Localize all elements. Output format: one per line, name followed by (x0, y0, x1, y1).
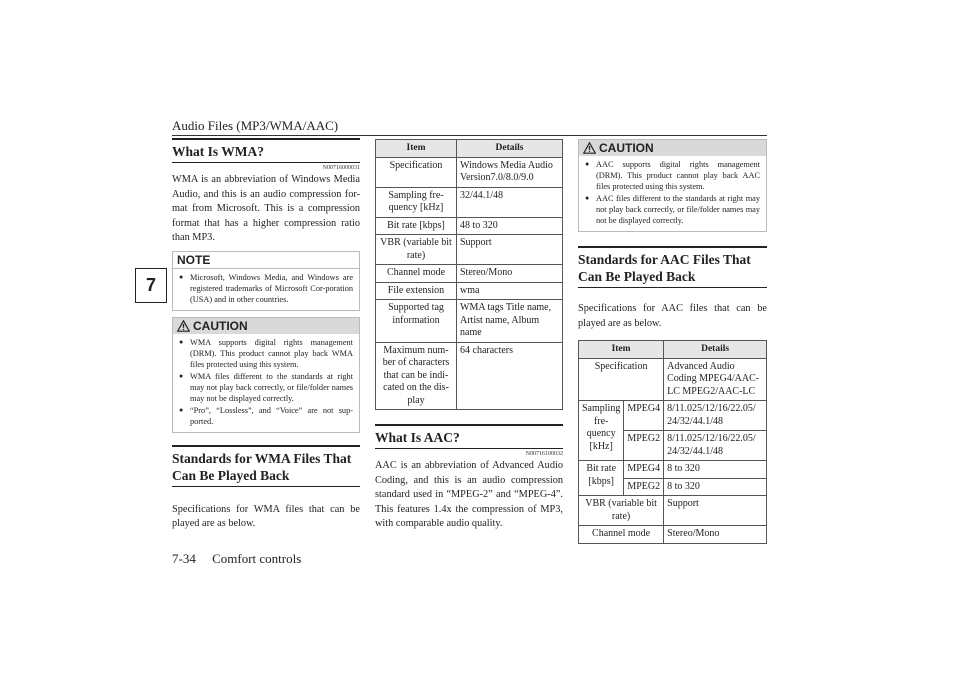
bullet-icon: ● (585, 160, 590, 168)
caution-label: CAUTION (599, 141, 654, 155)
header-rule (172, 135, 767, 136)
caution-header (579, 140, 766, 156)
table-row: Supported tag information WMA tags Title name, Artist name, Album name (376, 300, 563, 343)
caution-item: ● “Pro”, “Lossless”, and “Voice” are not sup-ported. (179, 405, 353, 426)
table-row: VBR (variable bit rate) Support (579, 496, 767, 526)
table-row: MPEG2 8/11.025/12/16/22.05/ 24/32/44.1/48 (579, 431, 767, 461)
column-2 (375, 139, 563, 532)
aac-heading: What Is AAC? (375, 424, 563, 449)
table-row: MPEG2 8 to 320 (579, 478, 767, 496)
aac-code: N00716100032 (525, 451, 563, 457)
caution-item: ● WMA files different to the standards at right may not play back correctly, or file/folder names may not be displayed correctly. (179, 371, 353, 403)
table-header: Details (664, 341, 767, 359)
aac-standards-text: Specifications for AAC files that can be played are as below. (578, 303, 767, 329)
column-1 (172, 138, 360, 532)
aac-standards-heading: Standards for AAC Files That Can Be Played Back (578, 246, 767, 288)
page-number: 7-34 (172, 551, 196, 566)
warning-triangle-icon (177, 320, 190, 332)
table-row: File extension wma (376, 282, 563, 300)
aac-intro: AAC is an abbreviation of Advanced Audio Coding, and this is an audio compression standard used in “MPEG-2” and “MPEG-4”. This features 1.4x the compression of MP3, with comparable audio quality. (375, 460, 563, 529)
table-row: Channel mode Stereo/Mono (376, 265, 563, 283)
wma-standards-heading: Standards for WMA Files That Can Be Played Back (172, 445, 360, 487)
caution-box (172, 317, 360, 433)
table-row: Sampling fre-quency [kHz] MPEG4 8/11.025/12/16/22.05/ 24/32/44.1/48 (579, 401, 767, 431)
aac-spec-table (578, 340, 767, 544)
caution-item: ● WMA supports digital rights management (DRM). This product cannot play back WMA files protected using this system. (179, 337, 353, 369)
note-label: NOTE (177, 252, 211, 267)
caution-body (173, 334, 359, 432)
table-header: Item (579, 341, 664, 359)
bullet-icon: ● (179, 371, 184, 380)
running-header: Audio Files (MP3/WMA/AAC) (172, 118, 339, 133)
table-row: Bit rate [kbps] MPEG4 8 to 320 (579, 461, 767, 479)
wma-spec-table (375, 139, 563, 410)
note-header (173, 252, 359, 269)
table-row: VBR (variable bit rate) Support (376, 235, 563, 265)
table-row: Maximum num-ber of characters that can be indi-cated on the dis-play 64 characters (376, 342, 563, 410)
wma-intro: WMA is an abbreviation of Windows Media Audio, and this is an audio compression for-mat from Microsoft. This is a compression format that has a higher compression ratio than MP3. (172, 174, 360, 243)
wma-standards-text: Specifications for WMA files that can be played are as below. (172, 503, 360, 529)
bullet-icon: ● (179, 272, 184, 281)
wma-heading: What Is WMA? (172, 138, 360, 163)
table-row: Channel mode Stereo/Mono (579, 526, 767, 544)
table-row: Bit rate [kbps] 48 to 320 (376, 217, 563, 235)
wma-code: N00716000031 (322, 165, 360, 171)
caution-item: ● AAC files different to the standards at right may not play back correctly, or file/folder names may not be displayed correctly. (585, 194, 760, 225)
column-3 (578, 139, 767, 544)
table-row: Specification Advanced Audio Coding MPEG4/AAC-LC MPEG2/AAC-LC (579, 358, 767, 401)
note-item: ● Microsoft, Windows Media, and Windows are registered trademarks of Microsoft Cor-poration (USA) and in other countries. (179, 272, 353, 304)
page-footer (172, 551, 301, 567)
note-box (172, 251, 360, 311)
table-row: Sampling fre-quency [kHz] 32/44.1/48 (376, 187, 563, 217)
bullet-icon: ● (179, 337, 184, 346)
caution-header (173, 318, 359, 334)
caution-label: CAUTION (193, 318, 248, 333)
section-name: Comfort controls (212, 551, 302, 566)
bullet-icon: ● (179, 405, 184, 414)
chapter-tab: 7 (135, 268, 167, 303)
note-body (173, 269, 359, 310)
caution-box-aac (578, 139, 767, 232)
table-header: Details (457, 140, 563, 158)
warning-triangle-icon (583, 142, 596, 154)
table-header: Item (376, 140, 457, 158)
table-row: Specification Windows Media Audio Version7.0/8.0/9.0 (376, 157, 563, 187)
caution-item: ● AAC supports digital rights management (DRM). This product cannot play back AAC files protected using this system. (585, 160, 760, 191)
bullet-icon: ● (585, 194, 590, 202)
caution-body (579, 156, 766, 231)
